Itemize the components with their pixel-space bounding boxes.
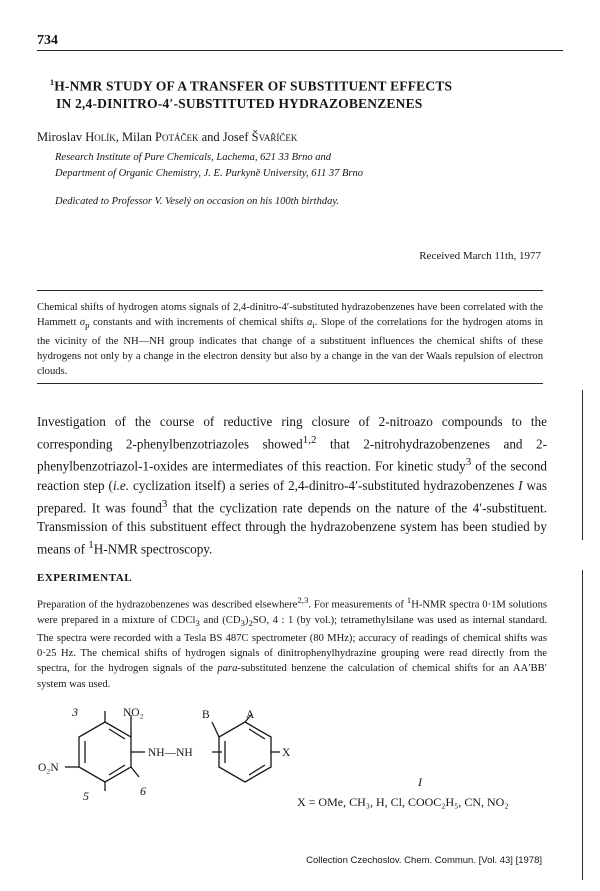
affiliation-1: Research Institute of Pure Chemicals, Lachema, 621 33 Brno and [55, 152, 331, 163]
author-holik: Holík [85, 130, 116, 144]
intro-paragraph: Investigation of the course of reductive ring closure of 2-nitroazo compounds to the corresponding 2-phenylbenzotriazoles showed$^{1,2}$ that 2-nitrohydrazobenzenes and 2-phenylbenzotriazol-1-oxides are intermediates of this reaction. For kinetic study$^3$ of the second reaction step (i.e. cyclization itself) a series of 2,4-dinitro-4′-substituted hydrazobenzenes I was prepared. It was found$^3$ that the cyclization rate depends on the nature of the 4′-substituent. Transmission of this substituent effect through the hydrazobenzene system has been studied by means of $^1$H-NMR spectroscopy. [37, 414, 548, 557]
journal-citation: Collection Czechoslov. Chem. Commun. [Vol. 43] [1978] [306, 855, 542, 866]
margin-mark [582, 570, 583, 880]
received-date: Received March 11th, 1977 [419, 250, 541, 262]
label-b: B [202, 709, 210, 721]
section-heading-experimental: EXPERIMENTAL [37, 572, 133, 584]
title-superscript: 1 [50, 78, 55, 87]
compound-label: I [418, 775, 422, 789]
dedication: Dedicated to Professor V. Veselý on occasion on his 100th birthday. [55, 196, 340, 207]
title-line-1: $^1$H-NMR STUDY OF A TRANSFER OF SUBSTITUENT EFFECTS [50, 78, 453, 94]
substituent-list: X = OMe, CH₃, H, Cl, COOC₂H₅, CN, NO₂ [297, 795, 509, 809]
author-list: Miroslav Holík, Milan Potáček and Josef Švaříček [37, 130, 298, 144]
page-number: 734 [37, 33, 58, 48]
hydrazobenzene-structure [30, 707, 300, 817]
author-potacek: Potáček [155, 130, 199, 144]
nh-nh-label: NH—NH [148, 747, 193, 759]
position-3-label: 3 [72, 707, 78, 719]
margin-mark [582, 390, 583, 540]
dinitrophenyl-ring [79, 722, 131, 782]
phenyl-ring [219, 722, 271, 782]
abstract-top-rule [37, 290, 543, 291]
nitro-left-label: O₂N [38, 762, 59, 774]
experimental-paragraph: Preparation of the hydrazobenzenes was described elsewhere$^{2,3}$. For measurements of $^1$H-NMR spectra 0·1M solutions were prepared in a mixture of CDCl$_3$ and $(CD_3)_2SO$, 4 : 1 (by vol.); tetramethylsilane was used as internal standard. The spectra were recorded with a Tesla BS 487C spectrometer (80 MHz); accuracy of readings of chemical shifts was 0·25 Hz. The chemical shifts of hydrogen signals of dinitrophenylhydrazine grouping were read directly from the spectra, for the hydrogen signals of the para-substituted benzene the calculation of chemical shifts for an AA′BB′ system was used. [37, 595, 548, 690]
position-6-label: 6 [140, 784, 146, 798]
author-svaricek: Švaříček [251, 130, 298, 144]
position-5-label: 5 [83, 789, 89, 803]
label-x: X [282, 747, 291, 759]
abstract-bottom-rule [37, 383, 543, 384]
nitro-top-label: NO₂ [123, 707, 144, 719]
affiliation-2: Department of Organic Chemistry, J. E. Purkyně University, 611 37 Brno [55, 168, 363, 179]
abstract: Chemical shifts of hydrogen atoms signals of 2,4-dinitro-4′-substituted hydrazobenzenes have been correlated with the Hammett $\sigma_p$ constants and with increments of chemical shifts $a_i$. Slope of the correlations for the hydrogen atoms in the vicinity of the NH—NH group indicates that change of a substituent influences the chemical shifts of these hydrogens not only by a change in the electron density but also by a change in the van der Waals repulsion of electron clouds. [37, 302, 544, 377]
header-rule [37, 50, 563, 51]
title-line-2: IN 2,4-DINITRO-4′-SUBSTITUTED HYDRAZOBENZENES [56, 95, 423, 111]
label-a: A [246, 709, 255, 721]
article-title [50, 74, 550, 112]
